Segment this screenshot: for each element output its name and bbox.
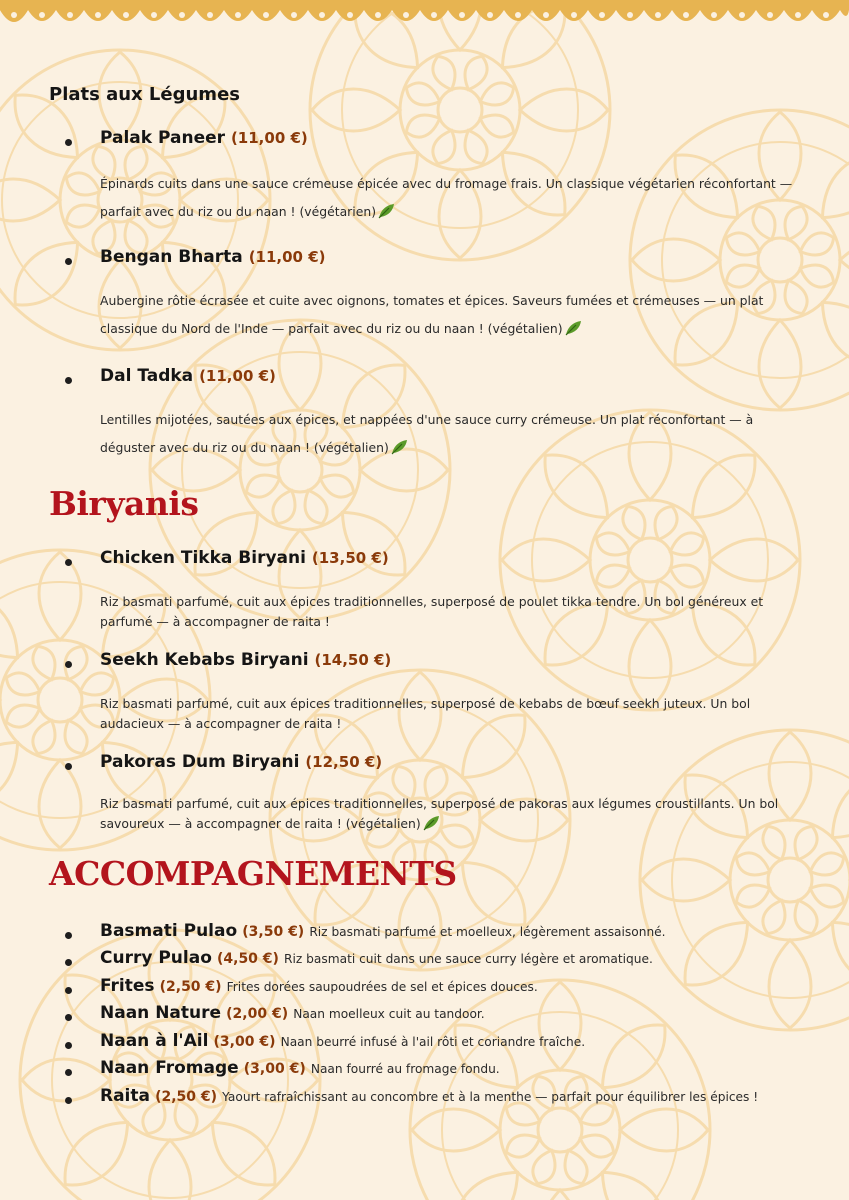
- bullet-dot-icon: [65, 661, 72, 668]
- item-price: (13,50 €): [311, 549, 389, 567]
- item-description: Naan fourré au fromage fondu.: [310, 1062, 500, 1076]
- section-heading-vegetables: Plats aux Légumes: [49, 84, 240, 105]
- item-name: Basmati Pulao: [100, 921, 238, 941]
- side-item-naan-fromage: [0, 1058, 849, 1085]
- section-heading-sides: ACCOMPAGNEMENTS: [49, 854, 457, 893]
- item-price: (3,50 €): [242, 924, 305, 940]
- item-description: Riz basmati cuit dans une sauce curry légère et aromatique.: [284, 952, 653, 966]
- item-name: Bengan Bharta: [100, 247, 243, 267]
- item-name: Curry Pulao: [100, 948, 212, 968]
- item-description: Naan beurré infusé à l'ail rôti et coriandre fraîche.: [280, 1035, 586, 1049]
- item-name: Chicken Tikka Biryani: [100, 548, 306, 568]
- bullet-dot-icon: [65, 932, 72, 939]
- item-description: Riz basmati parfumé, cuit aux épices traditionnelles, superposé de pakoras aux légumes croustillants. Un bol savoureux — à accompagner de raita ! (végétalien): [100, 796, 779, 831]
- leaf-icon: [564, 320, 582, 336]
- item-name: Dal Tadka: [100, 366, 194, 386]
- item-name: Naan Fromage: [100, 1058, 239, 1078]
- item-description: Riz basmati parfumé, cuit aux épices traditionnelles, superposé de kebabs de bœuf seekh juteux. Un bol audacieux — à accompagner de raita !: [100, 696, 751, 731]
- bullet-dot-icon: [65, 258, 72, 265]
- item-price: (12,50 €): [305, 753, 383, 771]
- bullet-dot-icon: [65, 763, 72, 770]
- item-price: (11,00 €): [230, 129, 308, 147]
- bullet-dot-icon: [65, 559, 72, 566]
- item-price: (3,00 €): [243, 1061, 306, 1077]
- item-name: Seekh Kebabs Biryani: [100, 650, 309, 670]
- item-description: Frites dorées saupoudrées de sel et épices douces.: [226, 980, 538, 994]
- bullet-dot-icon: [65, 987, 72, 994]
- bullet-dot-icon: [65, 139, 72, 146]
- item-price: (2,50 €): [155, 1089, 218, 1105]
- item-name: Naan à l'Ail: [100, 1031, 209, 1051]
- side-item-naan-nature: [0, 1003, 849, 1030]
- side-item-naan-ail: [0, 1031, 849, 1058]
- item-description: Riz basmati parfumé et moelleux, légèrement assaisonné.: [309, 925, 666, 939]
- item-name: Pakoras Dum Biryani: [100, 752, 300, 772]
- item-name: Palak Paneer: [100, 128, 226, 148]
- side-item-curry-pulao: [0, 948, 849, 975]
- leaf-icon: [377, 203, 395, 219]
- item-description: Lentilles mijotées, sautées aux épices, et nappées d'une sauce curry crémeuse. Un plat réconfortant — à déguster avec du riz ou du naan ! (végétalien): [100, 412, 754, 455]
- item-description: Épinards cuits dans une sauce crémeuse épicée avec du fromage frais. Un classique végétarien réconfortant — parfait avec du riz ou du naan ! (végétarien): [100, 176, 793, 219]
- bullet-dot-icon: [65, 1014, 72, 1021]
- item-description: Riz basmati parfumé, cuit aux épices traditionnelles, superposé de poulet tikka tendre. Un bol généreux et parfumé — à accompagner de raita !: [100, 594, 764, 629]
- item-price: (2,00 €): [226, 1006, 289, 1022]
- item-name: Raita: [100, 1086, 150, 1106]
- bullet-dot-icon: [65, 1042, 72, 1049]
- leaf-icon: [422, 815, 440, 831]
- side-item-raita: [0, 1086, 849, 1113]
- item-price: (4,50 €): [216, 951, 279, 967]
- item-name: Naan Nature: [100, 1003, 222, 1023]
- item-price: (11,00 €): [248, 248, 326, 266]
- item-price: (14,50 €): [314, 651, 392, 669]
- bullet-dot-icon: [65, 377, 72, 384]
- item-description: Yaourt rafraîchissant au concombre et à la menthe — parfait pour équilibrer les épices !: [222, 1090, 759, 1104]
- item-description: Aubergine rôtie écrasée et cuite avec oignons, tomates et épices. Saveurs fumées et crémeuses — un plat classique du Nord de l'Inde — parfait avec du riz ou du naan ! (végétalien): [100, 293, 764, 336]
- bullet-dot-icon: [65, 1069, 72, 1076]
- item-price: (3,00 €): [213, 1034, 276, 1050]
- item-price: (11,00 €): [199, 367, 276, 385]
- item-description: Naan moelleux cuit au tandoor.: [293, 1007, 485, 1021]
- item-price: (2,50 €): [159, 979, 222, 995]
- side-item-basmati-pulao: [0, 921, 849, 948]
- item-name: Frites: [100, 976, 155, 996]
- bullet-dot-icon: [65, 959, 72, 966]
- bullet-dot-icon: [65, 1097, 72, 1104]
- side-item-frites: [0, 976, 849, 1003]
- section-heading-biryanis: Biryanis: [49, 484, 199, 523]
- leaf-icon: [390, 439, 408, 455]
